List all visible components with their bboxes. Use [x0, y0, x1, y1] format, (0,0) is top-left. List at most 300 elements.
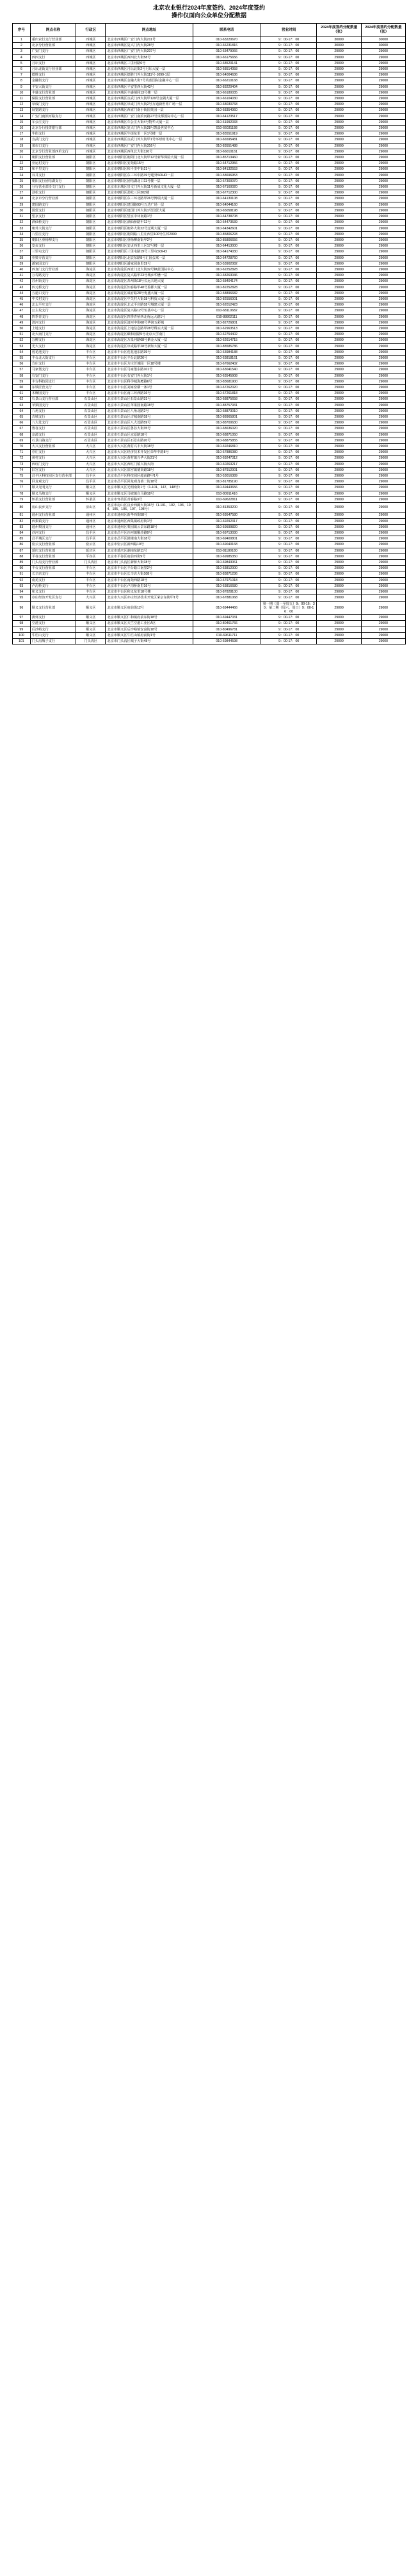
row-district: 西城区	[76, 78, 106, 84]
table-row	[13, 60, 406, 66]
row-address: 北京市丰台区莲花池东路39号	[106, 349, 193, 355]
table-row	[13, 577, 406, 583]
row-district: 丰台区	[76, 583, 106, 589]
row-index: 40	[13, 267, 31, 272]
row-address: 北京市顺义区府前街12号	[106, 601, 193, 615]
row-phone: 010-58696953	[193, 172, 261, 178]
row-branch-name: 展览路支行	[30, 108, 76, 113]
row-quota-2: 29000	[361, 349, 405, 355]
row-quota-1: 30000	[317, 43, 361, 49]
row-phone: 010-68514058	[193, 67, 261, 72]
row-address: 北京市西城区广安门内大街316号	[106, 143, 193, 149]
row-phone: 010-69443656	[193, 485, 261, 491]
row-phone: 010-67881068	[193, 595, 261, 601]
row-address: 北京市西城区金融大街7号英蓝国际金融中心一层	[106, 78, 193, 84]
row-branch-name: 南苑支行	[30, 577, 76, 583]
row-quota-2: 29000	[361, 226, 405, 231]
row-index: 15	[13, 119, 31, 125]
row-district: 海淀区	[76, 284, 106, 290]
row-quota-1: 29000	[317, 126, 361, 131]
row-address: 北京市大兴区黄村兴丰大街18号	[106, 444, 193, 450]
row-branch-name: 沙河支行	[30, 530, 76, 536]
row-hours: 9：00-17：00	[261, 126, 317, 131]
row-quota-2: 29000	[361, 397, 405, 402]
row-hours: 9：00-17：00	[261, 185, 317, 190]
row-branch-name: 丰台科技园支行	[30, 379, 76, 384]
row-district: 海淀区	[76, 338, 106, 343]
row-quota-1: 29000	[317, 391, 361, 397]
row-branch-name: 北太平庄支行	[30, 302, 76, 308]
row-district: 顺义区	[76, 621, 106, 627]
row-hours: 9：00-17：00	[261, 402, 317, 408]
row-quota-2: 29000	[361, 102, 405, 108]
row-quota-2: 29000	[361, 577, 405, 583]
row-branch-name: 石景山路支行	[30, 438, 76, 443]
table-row	[13, 149, 406, 154]
row-district: 海淀区	[76, 314, 106, 320]
table-row	[13, 255, 406, 261]
row-district: 昌平区	[76, 536, 106, 542]
row-hours: 9：00-17：00	[261, 72, 317, 78]
row-quota-1: 29000	[317, 402, 361, 408]
row-quota-2: 29000	[361, 566, 405, 571]
row-quota-2: 29000	[361, 67, 405, 72]
row-quota-2: 29000	[361, 90, 405, 95]
table-row	[13, 432, 406, 438]
row-district: 石景山区	[76, 408, 106, 414]
row-phone: 010-66031188	[193, 126, 261, 131]
row-hours: 9：00-17：00	[261, 560, 317, 566]
row-phone: 010-63816680	[193, 583, 261, 589]
row-quota-1: 29000	[317, 155, 361, 161]
row-address: 北京市门头沟区新桥大街18号	[106, 560, 193, 566]
row-index: 42	[13, 279, 31, 284]
row-address: 北京市丰台区卢沟桥南里16号	[106, 583, 193, 589]
row-district: 海淀区	[76, 290, 106, 296]
row-phone: 010-64728760	[193, 255, 261, 261]
row-district: 朝阳区	[76, 185, 106, 190]
row-phone: 010-69400801	[193, 536, 261, 542]
row-hours: 第一期（周一至周五）9：00-16：30；第二期（周六、周日）9：00-16：00	[261, 601, 317, 615]
row-branch-name: 八角支行	[30, 408, 76, 414]
row-index: 32	[13, 220, 31, 226]
row-address: 北京市朝阳区安苑路15号	[106, 161, 193, 167]
row-address: 北京市西城区牛街东里一区1号楼一层	[106, 131, 193, 137]
row-address: 北京市丰台区方庄芳城园一区18号楼	[106, 361, 193, 367]
row-quota-2: 29000	[361, 455, 405, 461]
table-row	[13, 108, 406, 113]
row-hours: 9：00-17：00	[261, 513, 317, 518]
row-address: 北京市西城区广安门内大街211号	[106, 37, 193, 43]
row-hours: 9：00-17：00	[261, 196, 317, 202]
row-index: 48	[13, 314, 31, 320]
row-quota-1: 29000	[317, 172, 361, 178]
row-quota-1: 29000	[317, 325, 361, 331]
row-quota-2: 29000	[361, 96, 405, 102]
row-hours: 9：00-17：00	[261, 432, 317, 438]
row-quota-2: 29000	[361, 444, 405, 450]
row-district: 平谷区	[76, 554, 106, 559]
row-address: 北京市通州区梨园镇云景东路18号	[106, 524, 193, 530]
row-address: 北京市丰台区南三环西路16号	[106, 391, 193, 397]
row-quota-1: 29000	[317, 102, 361, 108]
table-row	[13, 161, 406, 167]
row-phone: 010-53016389	[193, 473, 261, 479]
row-quota-1: 29000	[317, 220, 361, 226]
row-address: 北京市朝阳区潘家园南里19号	[106, 261, 193, 267]
table-row	[13, 595, 406, 601]
row-quota-1: 29000	[317, 349, 361, 355]
row-phone: 010-82252828	[193, 284, 261, 290]
document-page	[0, 0, 418, 657]
row-quota-1: 29000	[317, 314, 361, 320]
row-index: 70	[13, 444, 31, 450]
row-branch-name: 昌平区科技园区支行营业部	[30, 473, 76, 479]
table-row	[13, 343, 406, 349]
row-index: 31	[13, 214, 31, 220]
row-address: 北京市延庆区湖南东路11号	[106, 548, 193, 554]
table-row	[13, 178, 406, 184]
row-phone: 010-67886080	[193, 450, 261, 455]
table-row	[13, 408, 406, 414]
row-quota-1: 29000	[317, 485, 361, 491]
row-phone: 010-64473539	[193, 220, 261, 226]
row-quota-2: 29000	[361, 513, 405, 518]
row-address: 北京市朝阳区朝阳门北大街甲12号新华保险大厦一层	[106, 155, 193, 161]
row-phone: 010-63812000	[193, 566, 261, 571]
header-phone: 联系电话	[193, 24, 261, 37]
row-branch-name: 房山良乡支行	[30, 503, 76, 513]
row-quota-2: 29000	[361, 332, 405, 338]
row-hours: 9：00-17：00	[261, 208, 317, 213]
row-quota-1: 29000	[317, 571, 361, 577]
row-address: 北京市朝阳区望京中环南路1号	[106, 214, 193, 220]
row-hours: 9：00-17：00	[261, 473, 317, 479]
row-hours: 9：00-17：00	[261, 90, 317, 95]
row-index: 39	[13, 261, 31, 267]
row-phone: 010-69444466	[193, 601, 261, 615]
row-address: 北京市通州区西集镇政府街1号	[106, 518, 193, 524]
row-hours: 9：00-17：00	[261, 67, 317, 72]
row-hours: 9：00-17：00	[261, 178, 317, 184]
row-district: 西城区	[76, 90, 106, 95]
row-index: 93	[13, 583, 31, 589]
row-quota-2: 29000	[361, 161, 405, 167]
table-row	[13, 583, 406, 589]
row-address: 北京市海淀区上地信息路甲28号科实大厦一层	[106, 325, 193, 331]
table-row	[13, 536, 406, 542]
row-quota-2: 29000	[361, 583, 405, 589]
row-index: 9	[13, 84, 31, 90]
row-quota-2: 29000	[361, 119, 405, 125]
title-line-2: 操作仅面向公众单位分配数据	[171, 12, 246, 19]
table-row	[13, 43, 406, 49]
row-district: 西城区	[76, 108, 106, 113]
row-phone: 010-85713460	[193, 155, 261, 161]
row-index: 12	[13, 102, 31, 108]
row-branch-name: 和平里支行	[30, 167, 76, 172]
row-address: 北京市朝阳区垂杨柳南街甲2号	[106, 237, 193, 243]
row-address: 北京市海淀区阜成路甲28号新知大厦一层	[106, 343, 193, 349]
row-quota-2: 29000	[361, 338, 405, 343]
row-phone: 010-64342601	[193, 226, 261, 231]
row-branch-name: 回龙观支行	[30, 479, 76, 485]
row-district: 西城区	[76, 149, 106, 154]
table-row	[13, 361, 406, 367]
row-quota-2: 29000	[361, 284, 405, 290]
row-branch-name: 建国路支行	[30, 202, 76, 208]
row-index: 101	[13, 638, 31, 644]
row-index: 25	[13, 178, 31, 184]
table-row	[13, 426, 406, 432]
row-quota-1: 29000	[317, 273, 361, 279]
row-hours: 9：00-17：00	[261, 190, 317, 196]
table-row	[13, 302, 406, 308]
row-hours: 9：00-17：00	[261, 325, 317, 331]
row-branch-name: 三里屯支行	[30, 249, 76, 255]
row-quota-2: 29000	[361, 402, 405, 408]
row-index: 62	[13, 397, 31, 402]
row-hours: 9：00-17：00	[261, 536, 317, 542]
row-branch-name: 清河支行	[30, 320, 76, 325]
row-address: 北京市海淀区复兴路甲23号城乡华懋一层	[106, 273, 193, 279]
row-hours: 9：00-17：00	[261, 361, 317, 367]
row-index: 80	[13, 503, 31, 513]
row-phone: 010-64130108	[193, 196, 261, 202]
row-district: 海淀区	[76, 332, 106, 338]
row-branch-name: 光大支行	[30, 343, 76, 349]
row-quota-1: 29000	[317, 583, 361, 589]
row-quota-1: 29000	[317, 72, 361, 78]
row-address: 北京市丰台区和义东里18号楼	[106, 589, 193, 595]
row-hours: 9：00-17：00	[261, 249, 317, 255]
row-phone: 010-64044160	[193, 202, 261, 208]
row-phone: 010-67160020	[193, 185, 261, 190]
row-quota-2: 29000	[361, 621, 405, 627]
row-quota-1: 29000	[317, 432, 361, 438]
row-index: 16	[13, 126, 31, 131]
row-index: 92	[13, 577, 31, 583]
row-phone: 010-81180180	[193, 548, 261, 554]
table-row	[13, 231, 406, 237]
row-hours: 9：00-17：00	[261, 621, 317, 627]
row-branch-name: 平谷支行营业部	[30, 554, 76, 559]
row-phone: 010-83220404	[193, 84, 261, 90]
row-index: 65	[13, 414, 31, 420]
row-phone: 010-88862111	[193, 314, 261, 320]
row-quota-1: 29000	[317, 373, 361, 379]
row-index: 85	[13, 536, 31, 542]
row-quota-1: 29000	[317, 408, 361, 414]
row-quota-1: 29000	[317, 108, 361, 113]
row-phone: 010-66104030	[193, 96, 261, 102]
row-quota-1: 29000	[317, 426, 361, 432]
row-district: 西城区	[76, 102, 106, 108]
row-quota-2: 29000	[361, 467, 405, 473]
row-branch-name: 朝阳区垂杨柳支行	[30, 237, 76, 243]
row-index: 68	[13, 432, 31, 438]
row-phone: 010-67261818	[193, 391, 261, 397]
row-quota-1: 29000	[317, 84, 361, 90]
row-district: 海淀区	[76, 267, 106, 272]
row-quota-2: 29000	[361, 461, 405, 467]
row-phone: 010-88585786	[193, 343, 261, 349]
row-address: 北京市西城区德胜门外大街111号-1099-1层	[106, 72, 193, 78]
row-quota-1: 29000	[317, 479, 361, 485]
row-phone: 010-63818161	[193, 355, 261, 361]
row-quota-2: 30000	[361, 37, 405, 43]
row-index: 100	[13, 632, 31, 638]
row-quota-1: 29000	[317, 627, 361, 632]
row-hours: 9：00-17：00	[261, 243, 317, 249]
row-hours: 9：00-17：00	[261, 379, 317, 384]
row-address: 北京市顺义区后沙峪镇安富街18号	[106, 627, 193, 632]
row-quota-2: 29000	[361, 108, 405, 113]
row-address: 北京市海淀区知春路甲48号盈都大厦一层	[106, 284, 193, 290]
row-address: 北京市石景山区石景山路31号	[106, 397, 193, 402]
row-quota-2: 29000	[361, 391, 405, 397]
table-row	[13, 338, 406, 343]
row-address: 北京市石景山区苹果园南路18号	[106, 402, 193, 408]
row-quota-2: 29000	[361, 325, 405, 331]
row-quota-2: 29000	[361, 143, 405, 149]
row-hours: 9：00-17：00	[261, 267, 317, 272]
row-hours: 9：00-17：00	[261, 108, 317, 113]
row-hours: 9：00-17：00	[261, 49, 317, 54]
row-branch-name: 莲花池支行	[30, 349, 76, 355]
row-branch-name: 京源支行	[30, 432, 76, 438]
row-branch-name: 月坛支行	[30, 60, 76, 66]
row-quota-1: 29000	[317, 78, 361, 84]
row-phone: 010-69713030	[193, 530, 261, 536]
row-district: 大兴区	[76, 461, 106, 467]
row-index: 88	[13, 554, 31, 559]
row-index: 14	[13, 113, 31, 119]
row-quota-1: 29000	[317, 473, 361, 479]
row-hours: 9：00-17：00	[261, 296, 317, 302]
row-quota-2: 29000	[361, 185, 405, 190]
row-district: 丰台区	[76, 349, 106, 355]
row-index: 4	[13, 54, 31, 60]
row-branch-name: 昌平城区支行	[30, 536, 76, 542]
row-index: 46	[13, 302, 31, 308]
row-hours: 9：00-17：00	[261, 84, 317, 90]
row-index: 63	[13, 402, 31, 408]
table-row	[13, 513, 406, 518]
row-branch-name: 顺义马坡支行	[30, 491, 76, 496]
row-quota-1: 29000	[317, 467, 361, 473]
row-branch-name: 菜市口支行	[30, 143, 76, 149]
row-index: 66	[13, 420, 31, 426]
row-quota-1: 29000	[317, 196, 361, 202]
row-quota-1: 29000	[317, 414, 361, 420]
row-index: 79	[13, 496, 31, 502]
row-hours: 9：00-17：00	[261, 542, 317, 548]
table-row	[13, 290, 406, 296]
row-branch-name: 丰台北大街支行	[30, 355, 76, 361]
row-index: 64	[13, 408, 31, 414]
row-hours: 9：00-17：00	[261, 496, 317, 502]
row-hours: 9：00-17：00	[261, 397, 317, 402]
row-address: 北京市西城区西直门南小街国英园一层	[106, 108, 193, 113]
table-row	[13, 67, 406, 72]
row-district: 西城区	[76, 113, 106, 119]
row-address: 北京市大兴区经济技术开发区荣华中路8号	[106, 450, 193, 455]
row-hours: 9：00-17：00	[261, 530, 317, 536]
row-quota-2: 29000	[361, 126, 405, 131]
table-row	[13, 332, 406, 338]
row-quota-2: 29000	[361, 367, 405, 373]
row-quota-1: 29000	[317, 131, 361, 137]
row-index: 34	[13, 231, 31, 237]
row-phone: 010-80461766	[193, 621, 261, 627]
row-hours: 9：00-17：00	[261, 149, 317, 154]
row-district: 西城区	[76, 54, 106, 60]
row-quota-2: 29000	[361, 632, 405, 638]
table-row	[13, 261, 406, 267]
row-district: 大兴区	[76, 455, 106, 461]
row-index: 96	[13, 601, 31, 615]
row-quota-2: 29000	[361, 595, 405, 601]
row-address: 北京市朝阳区东三环北路甲26号博瑞大厦一层	[106, 196, 193, 202]
row-quota-1: 29000	[317, 67, 361, 72]
row-quota-2: 29000	[361, 167, 405, 172]
row-index: 77	[13, 485, 31, 491]
row-address: 北京市西城区复兴门内大街28号凯晨世贸中心	[106, 126, 193, 131]
row-index: 6	[13, 67, 31, 72]
row-branch-name: 牛街支行	[30, 131, 76, 137]
row-district: 西城区	[76, 60, 106, 66]
row-quota-1: 29000	[317, 149, 361, 154]
row-quota-1: 29000	[317, 185, 361, 190]
row-phone: 010-63984188	[193, 349, 261, 355]
table-row	[13, 589, 406, 595]
row-district: 朝阳区	[76, 255, 106, 261]
table-row	[13, 518, 406, 524]
row-phone: 010-88965801	[193, 414, 261, 420]
row-branch-name: 门头沟城子支行	[30, 638, 76, 644]
row-district: 海淀区	[76, 325, 106, 331]
row-quota-2: 29000	[361, 496, 405, 502]
row-quota-2: 29000	[361, 343, 405, 349]
row-index: 7	[13, 72, 31, 78]
row-hours: 9：00-17：00	[261, 302, 317, 308]
row-hours: 9：00-17：00	[261, 102, 317, 108]
table-row	[13, 632, 406, 638]
row-branch-name: 西四支行	[30, 54, 76, 60]
row-address: 北京市朝阳区建国路93号万达广场一层	[106, 202, 193, 208]
row-hours: 9：00-17：00	[261, 632, 317, 638]
row-quota-2: 29000	[361, 72, 405, 78]
table-row	[13, 566, 406, 571]
row-district: 大兴区	[76, 450, 106, 455]
row-branch-name: 门头沟支行营业部	[30, 560, 76, 566]
row-phone: 010-62252828	[193, 267, 261, 272]
row-branch-name: 劲松支行	[30, 190, 76, 196]
row-district: 顺义区	[76, 601, 106, 615]
row-index: 86	[13, 542, 31, 548]
table-row	[13, 78, 406, 84]
row-hours: 9：00-17：00	[261, 308, 317, 314]
row-phone: 010-65058198	[193, 208, 261, 213]
row-quota-2: 29000	[361, 560, 405, 566]
table-row	[13, 49, 406, 54]
row-address: 北京市西城区西四北大街58号	[106, 54, 193, 60]
row-address: 北京市怀柔区青春路3号	[106, 496, 193, 502]
row-district: 朝阳区	[76, 243, 106, 249]
row-quota-1: 29000	[317, 296, 361, 302]
row-address: 北京市海淀区万泉河路68号紫金大厦一层	[106, 338, 193, 343]
